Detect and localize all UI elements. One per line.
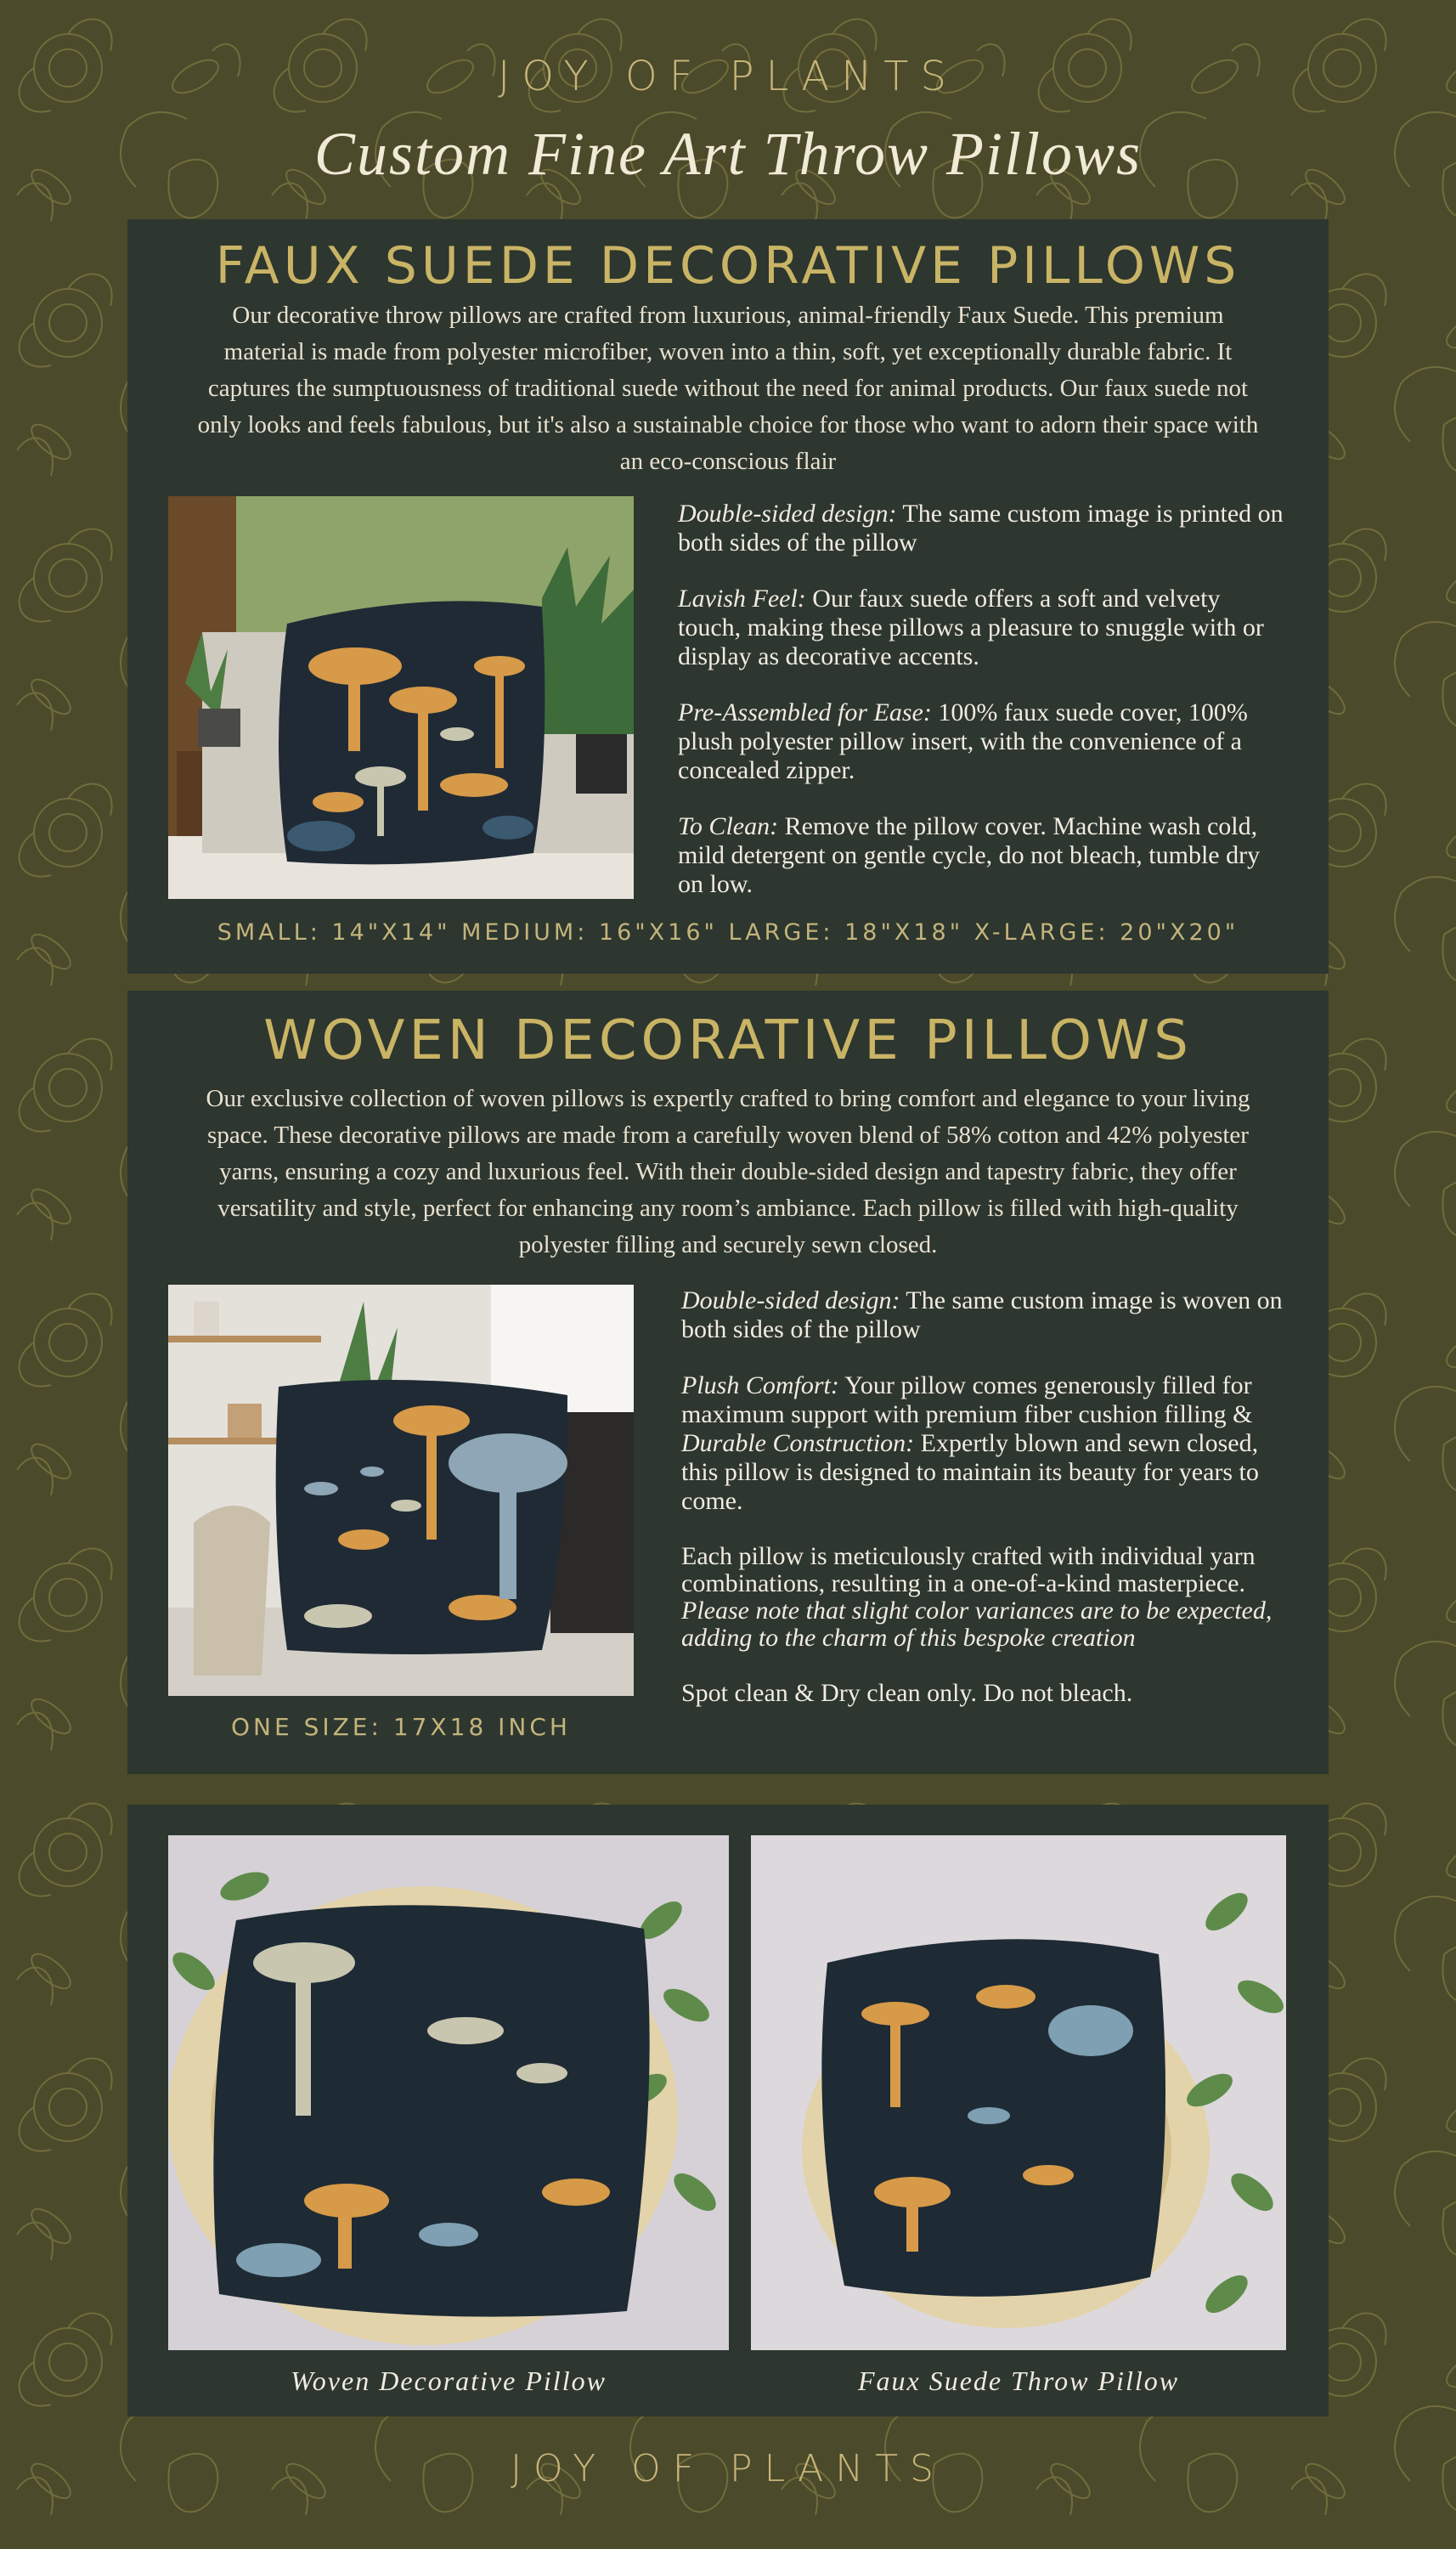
suede-feature-lavish-feel: Lavish Feel: Our faux suede offers a soft and velvety touch, making these pillows a pleasure to snuggle with or display as decorative accents. — [678, 585, 1264, 670]
woven-gallery-caption: Woven Decorative Pillow — [291, 2365, 607, 2396]
suede-panel — [127, 219, 1329, 974]
woven-heading: WOVEN DECORATIVE PILLOWS — [263, 1009, 1193, 1072]
suede-feature-pre-assembled: Pre-Assembled for Ease: 100% faux suede cover, 100% plush polyester pillow insert, with the convenience of a concealed zipper. — [678, 698, 1248, 784]
brand-footer: JOY OF PLANTS — [511, 2447, 945, 2490]
suede-feature-to-clean: To Clean: Remove the pillow cover. Machine wash cold, mild detergent on gentle cycle, do not bleach, tumble dry on low. — [678, 812, 1261, 898]
woven-size: ONE SIZE: 17X18 INCH — [231, 1713, 571, 1741]
woven-gallery-photo — [168, 1835, 729, 2350]
woven-panel — [127, 991, 1329, 1774]
suede-gallery-photo — [751, 1835, 1286, 2350]
suede-gallery-caption: Faux Suede Throw Pillow — [857, 2365, 1180, 2396]
woven-feature-plush-comfort: Plush Comfort: Your pillow comes generously filled for maximum support with premium fiber cushion filling & Durable Construction: Expertly blown and sewn closed, this pillow is designed to maintain its beauty for years to come. — [681, 1371, 1259, 1515]
woven-pillow-photo — [168, 1285, 634, 1696]
woven-feature-list — [681, 1286, 1293, 1735]
suede-heading: FAUX SUEDE DECORATIVE PILLOWS — [215, 236, 1241, 296]
woven-feature-double-sided: Double-sided design: The same custom image is woven on both sides of the pillow — [681, 1286, 1283, 1343]
gallery-panel — [127, 1805, 1329, 2416]
woven-care-instructions: Spot clean & Dry clean only. Do not bleach. — [681, 1679, 1133, 1707]
woven-intro: Our exclusive collection of woven pillows is expertly crafted to bring comfort and elegance to your living space. These decorative pillows are made from a carefully woven blend of 58% cotton and 42% polyester yarns, ensuring a cozy and luxurious feel. With their double-sided design and tapestry fabric, they offer versatility and style, perfect for enhancing any room’s ambiance. Each pillow is filled with high-quality polyester filling and securely sewn closed. — [206, 1085, 1250, 1258]
tagline: Custom Fine Art Throw Pillows — [313, 120, 1143, 188]
suede-pillow-photo — [168, 496, 634, 899]
woven-feature-crafted: Each pillow is meticulously crafted with individual yarn combinations, resulting in a one-of-a-kind masterpiece. Please note that slight color variances are to be expected, adding to the charm of this bespoke creation — [681, 1542, 1273, 1652]
suede-intro: Our decorative throw pillows are crafted from luxurious, animal-friendly Faux Suede. This premium material is made from polyester microfiber, woven into a thin, soft, yet exceptionally durable fabric. It captures the sumptuousness of traditional suede without the need for animal products. Our faux suede not only looks and feels fabulous, but it's also a sustainable choice for those who want to adorn their space with an eco-conscious flair — [197, 302, 1259, 475]
suede-sizes: SMALL: 14"X14" MEDIUM: 16"X16" LARGE: 18"X18" X-LARGE: 20"X20" — [217, 919, 1239, 946]
suede-feature-double-sided: Double-sided design: The same custom image is printed on both sides of the pillow — [678, 500, 1284, 557]
brand-title: JOY OF PLANTS — [498, 53, 958, 100]
suede-feature-list — [678, 500, 1290, 926]
